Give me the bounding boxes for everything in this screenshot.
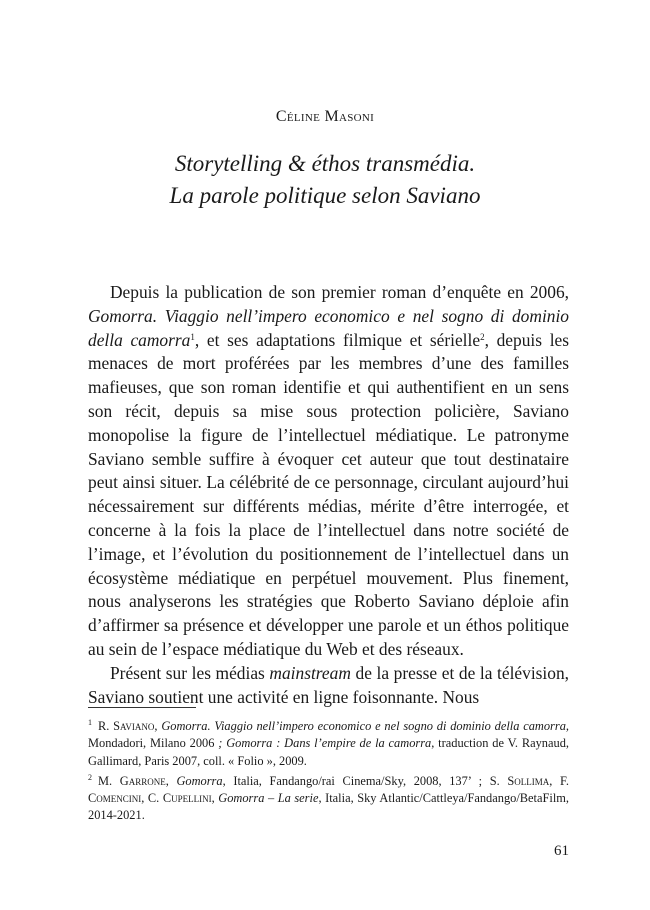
author-name: Céline Masoni [275, 108, 375, 125]
footnote-1-text-a: Mondadori, Milano 2006 [88, 736, 219, 751]
footnote-2-text-a: , Italia, Fandango/rai Cinema/Sky, 2008, 137’ ; [222, 773, 490, 788]
title-line-2: La parole politique selon Saviano [169, 183, 481, 208]
footnote-2-author-b: S. Sollima, F. Comencini, C. Cupellini, [88, 773, 569, 806]
body-text [88, 281, 569, 709]
paragraph-1-text-c: , depuis les menaces de mort proférées par les membres d’une des familles mafieuses, que son roman identifie et qui authentifient en un sens son récit, depuis sa mise sous protection policière, Saviano monopolise la figure de l’intellectuel médiatique. Le patronyme Saviano semble suffire à évoquer cet auteur que tout destinataire peut ainsi situer. La célébrité de ce personnage, circulant aujourd’hui nécessairement sur différents médias, mérite d’être interrogée, et concerne à la fois la place de l’intellectuel dans notre société de l’image, et l’évolution du positionnement de l’intellectuel dans un écosystème médiatique en perpétuel mouvement. Plus finement, nous analyserons les stratégies que Roberto Saviano déploie afin d’affirmer sa présence et développer une parole et un éthos politique au sein de l’espace médiatique du Web et des réseaux. [88, 329, 570, 659]
paragraph-2-italic: mainstream [269, 662, 351, 683]
paragraph-1 [88, 281, 569, 662]
footnote-1-number: 1 [88, 718, 92, 727]
footnote-2-author-a: M. Garrone, [98, 773, 177, 788]
footnote-1-author: R. Saviano, [98, 719, 162, 733]
footnote-1-italic-a: Gomorra. Viaggio nell’impero economico e nel sogno di dominio della camorra, [161, 719, 569, 733]
paragraph-1-text-b: , et ses adaptations filmique et sérielle [194, 329, 481, 350]
title-line-1: Storytelling & éthos transmédia. [174, 151, 476, 176]
paragraph-1-italic-title: Gomorra. Viaggio nell’impero economico e nel sogno di dominio della camorra [88, 305, 569, 350]
footnote-1-italic-b: ; Gomorra : Dans l’empire de la camorra [218, 736, 432, 751]
footnote-divider [88, 707, 196, 708]
article-title [0, 148, 650, 212]
footnotes [88, 718, 569, 828]
footnote-2-text-b: , Italia, Sky Atlantic/Cattleya/Fandango/BetaFilm, 2014-2021. [88, 791, 569, 823]
paragraph-2-text-a: Présent sur les médias [110, 662, 270, 683]
footnote-1 [88, 718, 569, 770]
footnote-2-number: 2 [88, 772, 92, 782]
paragraph-2-text-b: de la presse et de la télévision, Saviano soutient une activité en ligne foisonnante. Nous [88, 662, 569, 707]
footnote-2-italic-b: Gomorra – La serie [218, 791, 319, 806]
footnote-2 [88, 773, 569, 825]
page-number: 61 [554, 843, 569, 859]
footnote-2-italic-a: Gomorra [176, 773, 223, 788]
paragraph-1-text-a: Depuis la publication de son premier roman d’enquête en 2006, [110, 282, 569, 302]
footnote-ref-2[interactable]: 2 [480, 331, 485, 342]
footnote-1-text-b: , traduction de V. Raynaud, Gallimard, Paris 2007, coll. « Folio », 2009. [88, 736, 569, 768]
paragraph-2 [88, 662, 569, 710]
footnote-ref-1[interactable]: 1 [190, 331, 195, 342]
